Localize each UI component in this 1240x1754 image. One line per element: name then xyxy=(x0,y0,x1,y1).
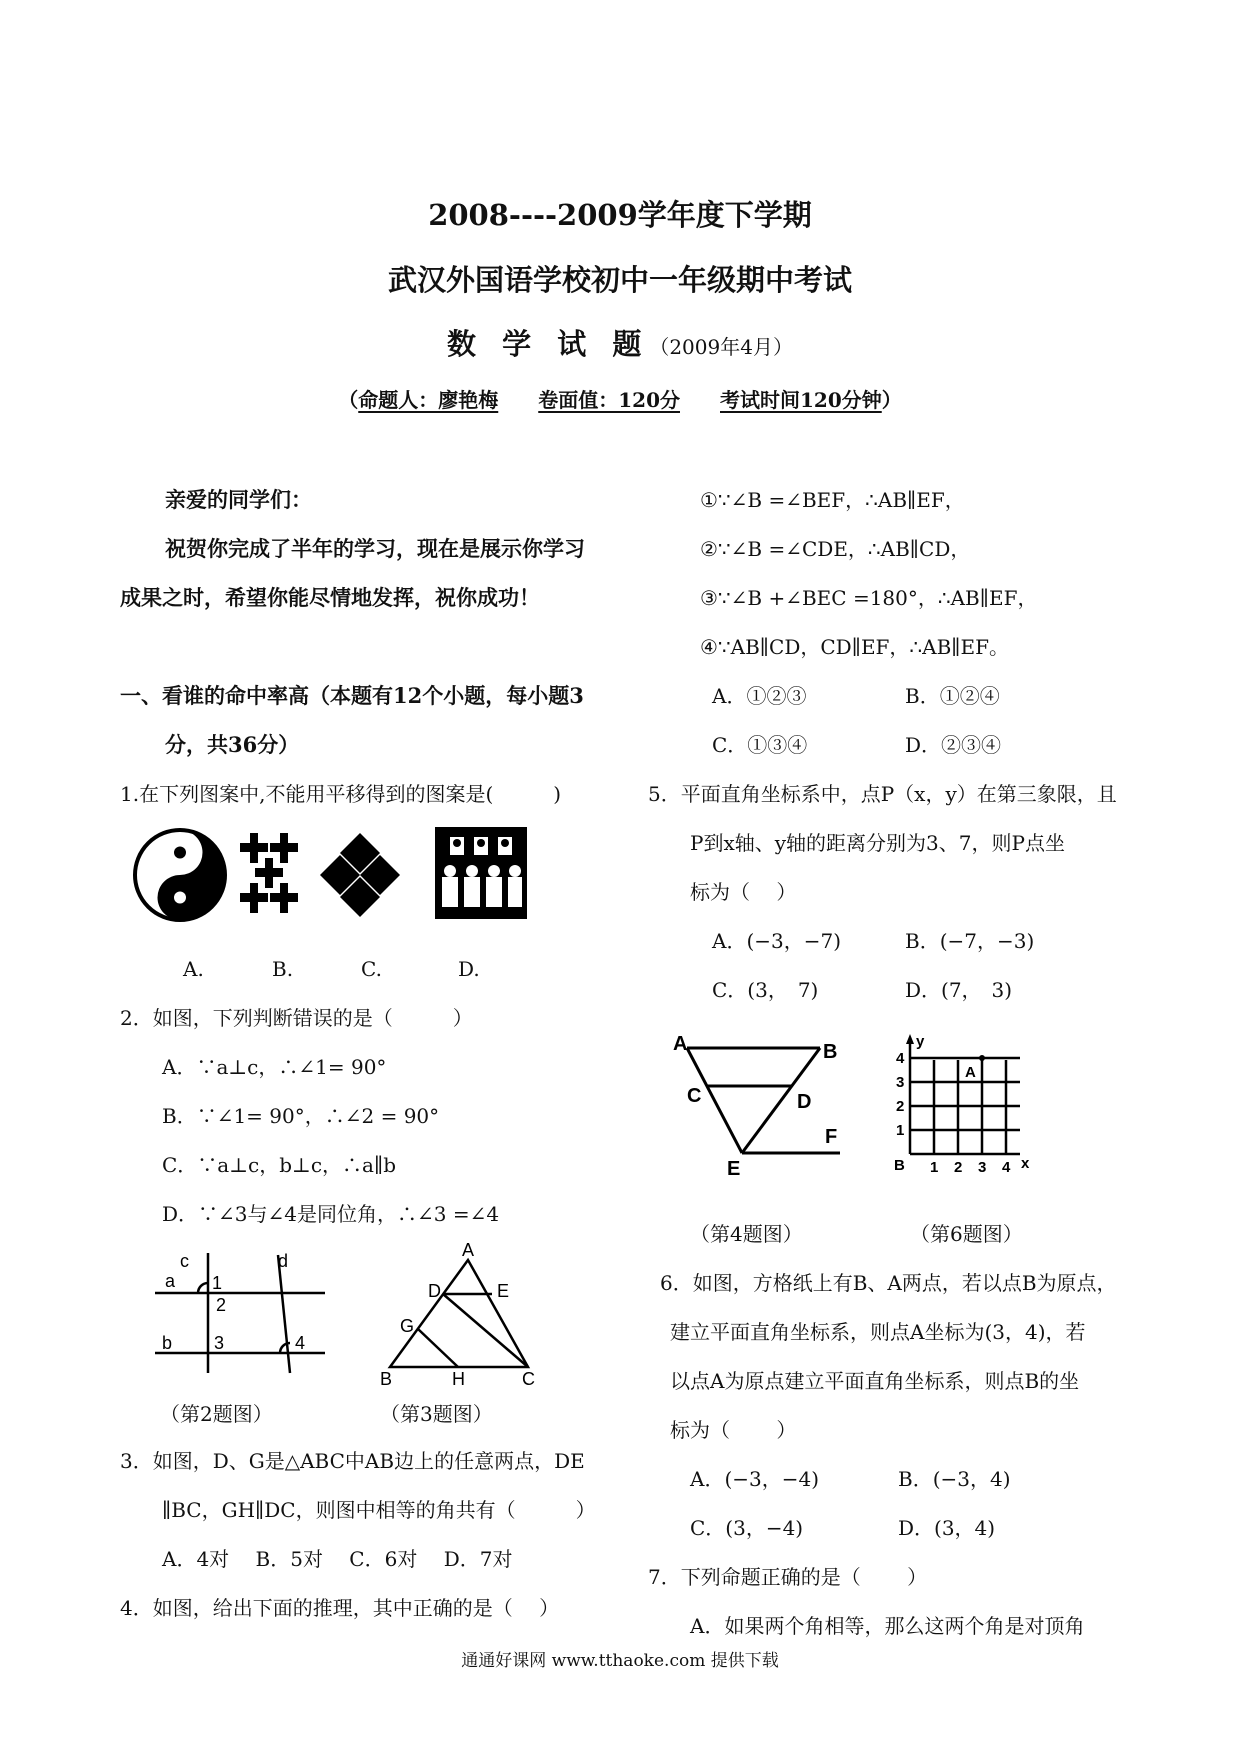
exam-author: 命题人：廖艳梅 xyxy=(358,388,499,412)
fig6-x-tick-4: 4 xyxy=(1002,1159,1011,1176)
fig6-y-tick-3: 3 xyxy=(896,1074,905,1091)
q6-option-d: D．(3，4) xyxy=(898,1516,996,1540)
q4-reason-3: ③∵∠B +∠BEC =180°，∴AB∥EF， xyxy=(700,586,1038,610)
fig4-label-d: D xyxy=(797,1091,812,1113)
fig6-x-tick-1: 1 xyxy=(930,1159,939,1176)
section-1-heading: 一、看谁的命中率高（本题有12个小题，每小题3 xyxy=(120,683,584,708)
exam-info-line: （命题人：廖艳梅 卷面值：120分 考试时间120分钟） xyxy=(338,388,902,412)
question-7-stem: 7．下列命题正确的是（ ） xyxy=(648,1565,928,1589)
q1-label-b: B. xyxy=(272,957,294,981)
fig3-label-h: H xyxy=(452,1369,465,1387)
fig3-label-a: A xyxy=(462,1242,475,1260)
q4-option-d: D．②③④ xyxy=(905,733,1002,757)
q1-label-a: A. xyxy=(183,957,204,981)
q4-option-a: A．①②③ xyxy=(712,684,807,708)
fig2-label-1: 1 xyxy=(212,1273,223,1293)
q5-option-a: A．(−3，−7) xyxy=(712,929,842,953)
fig2-label-d: d xyxy=(278,1251,289,1271)
fig2-label-c: c xyxy=(180,1251,189,1271)
fig6-x-tick-2: 2 xyxy=(954,1159,963,1176)
fig4-label-c: C xyxy=(687,1085,702,1107)
fig6-axis-x: x xyxy=(1021,1155,1030,1172)
section-1-heading-cont: 分，共36分） xyxy=(165,732,300,757)
q6-option-c: C．(3，−4) xyxy=(690,1516,804,1540)
fig3-label-c: C xyxy=(522,1369,535,1387)
q2-option-c: C．∵a⊥c，b⊥c，∴a∥b xyxy=(162,1153,397,1177)
figure-4-caption: （第4题图） xyxy=(690,1222,803,1246)
question-5-stem: 5．平面直角坐标系中，点P（x，y）在第三象限，且 xyxy=(648,782,1117,806)
q2-option-b: B．∵∠1= 90°，∴∠2 = 90° xyxy=(162,1104,440,1128)
subject-name: 数 学 试 题 xyxy=(447,327,650,361)
question-6-stem-3: 以点A为原点建立平面直角坐标系，则点B的坐 xyxy=(670,1369,1080,1393)
q6-option-b: B．(−3，4) xyxy=(898,1467,1011,1491)
question-5-stem-3: 标为（ ） xyxy=(690,880,797,904)
fig3-label-e: E xyxy=(497,1281,510,1301)
question-6-stem-4: 标为（ ） xyxy=(670,1418,797,1442)
question-1-patterns xyxy=(130,825,550,935)
intro-greeting: 亲爱的同学们： xyxy=(165,487,312,512)
q2-option-a: A．∵a⊥c，∴∠1= 90° xyxy=(162,1055,387,1079)
figure-6-caption: （第6题图） xyxy=(910,1222,1023,1246)
question-6-stem-2: 建立平面直角坐标系，则点A坐标为(3，4)，若 xyxy=(670,1320,1086,1344)
fig2-label-a: a xyxy=(165,1271,176,1291)
figure-2-caption: （第2题图） xyxy=(160,1402,273,1426)
question-4-stem: 4．如图，给出下面的推理，其中正确的是（ ） xyxy=(120,1596,560,1620)
figure-3-caption: （第3题图） xyxy=(380,1402,493,1426)
fig6-label-b: B xyxy=(894,1157,905,1174)
intro-line-1: 祝贺你完成了半年的学习，现在是展示你学习 xyxy=(165,536,585,561)
crosses-pattern xyxy=(240,833,298,913)
fig6-axis-y: y xyxy=(916,1033,925,1050)
fig3-label-g: G xyxy=(400,1316,415,1336)
q3-options: A．4对 B．5对 C．6对 D．7对 xyxy=(162,1547,513,1571)
figure-2-parallel-lines xyxy=(150,1245,340,1375)
q5-option-c: C．(3， 7) xyxy=(712,978,819,1002)
figures-pattern xyxy=(435,827,527,919)
fig3-label-d: D xyxy=(428,1281,441,1301)
exam-full-score: 卷面值：120分 xyxy=(538,388,680,412)
q4-reason-2: ②∵∠B =∠CDE，∴AB∥CD， xyxy=(700,537,971,561)
fig2-label-4: 4 xyxy=(295,1333,306,1353)
figure-3-triangle xyxy=(370,1242,550,1387)
fig4-label-f: F xyxy=(825,1126,838,1148)
q4-reason-4: ④∵AB∥CD，CD∥EF，∴AB∥EF。 xyxy=(700,635,1010,659)
fig6-y-tick-1: 1 xyxy=(896,1122,905,1139)
q6-option-a: A．(−3，−4) xyxy=(690,1467,820,1491)
yin-yang-pattern xyxy=(135,830,225,920)
fig6-y-tick-4: 4 xyxy=(896,1050,905,1067)
q5-option-b: B．(−7，−3) xyxy=(905,929,1035,953)
fig3-label-b: B xyxy=(380,1369,393,1387)
fig6-y-tick-2: 2 xyxy=(896,1098,905,1115)
q4-option-b: B．①②④ xyxy=(905,684,1000,708)
exam-time: 考试时间120分钟 xyxy=(720,388,882,412)
fig2-label-2: 2 xyxy=(216,1295,227,1315)
diamonds-pattern xyxy=(320,833,400,917)
question-6-stem: 6．如图，方格纸上有B、A两点，若以点B为原点， xyxy=(660,1271,1117,1295)
page-footer: 通通好课网 www.tthaoke.com 提供下载 xyxy=(461,1651,779,1671)
question-1-stem: 1.在下列图案中,不能用平移得到的图案是( ) xyxy=(120,782,562,806)
fig2-label-b: b xyxy=(162,1333,173,1353)
fig6-label-a: A xyxy=(965,1064,976,1081)
exam-term-title: 2008----2009学年度下学期 xyxy=(428,198,812,232)
q1-label-c: C. xyxy=(361,957,382,981)
fig4-label-a: A xyxy=(673,1033,688,1055)
fig4-label-b: B xyxy=(823,1041,838,1063)
q4-option-c: C．①③④ xyxy=(712,733,808,757)
q7-option-a: A．如果两个角相等，那么这两个角是对顶角 xyxy=(690,1614,1085,1638)
exam-school-title: 武汉外国语学校初中一年级期中考试 xyxy=(387,263,852,297)
figure-4-lines xyxy=(665,1030,855,1180)
q1-label-d: D. xyxy=(458,957,480,981)
q2-option-d: D．∵∠3与∠4是同位角，∴∠3 =∠4 xyxy=(162,1202,500,1226)
exam-subject-title xyxy=(0,322,1240,363)
fig4-label-e: E xyxy=(727,1158,741,1180)
fig6-x-tick-3: 3 xyxy=(978,1159,987,1176)
figure-6-grid xyxy=(880,1030,1040,1180)
q5-option-d: D．(7， 3) xyxy=(905,978,1013,1002)
fig2-label-3: 3 xyxy=(214,1333,225,1353)
question-3-stem: 3．如图，D、G是△ABC中AB边上的任意两点，DE xyxy=(120,1449,585,1473)
question-2-stem: 2．如图，下列判断错误的是（ ） xyxy=(120,1006,473,1030)
exam-date: （2009年4月） xyxy=(649,335,793,359)
question-3-stem-cont: ∥BC，GH∥DC，则图中相等的角共有（ ） xyxy=(162,1498,596,1522)
question-5-stem-2: P到x轴、y轴的距离分别为3、7，则P点坐 xyxy=(690,831,1065,855)
q4-reason-1: ①∵∠B =∠BEF，∴AB∥EF， xyxy=(700,488,965,512)
intro-line-2: 成果之时，希望你能尽情地发挥，祝你成功！ xyxy=(120,585,540,610)
